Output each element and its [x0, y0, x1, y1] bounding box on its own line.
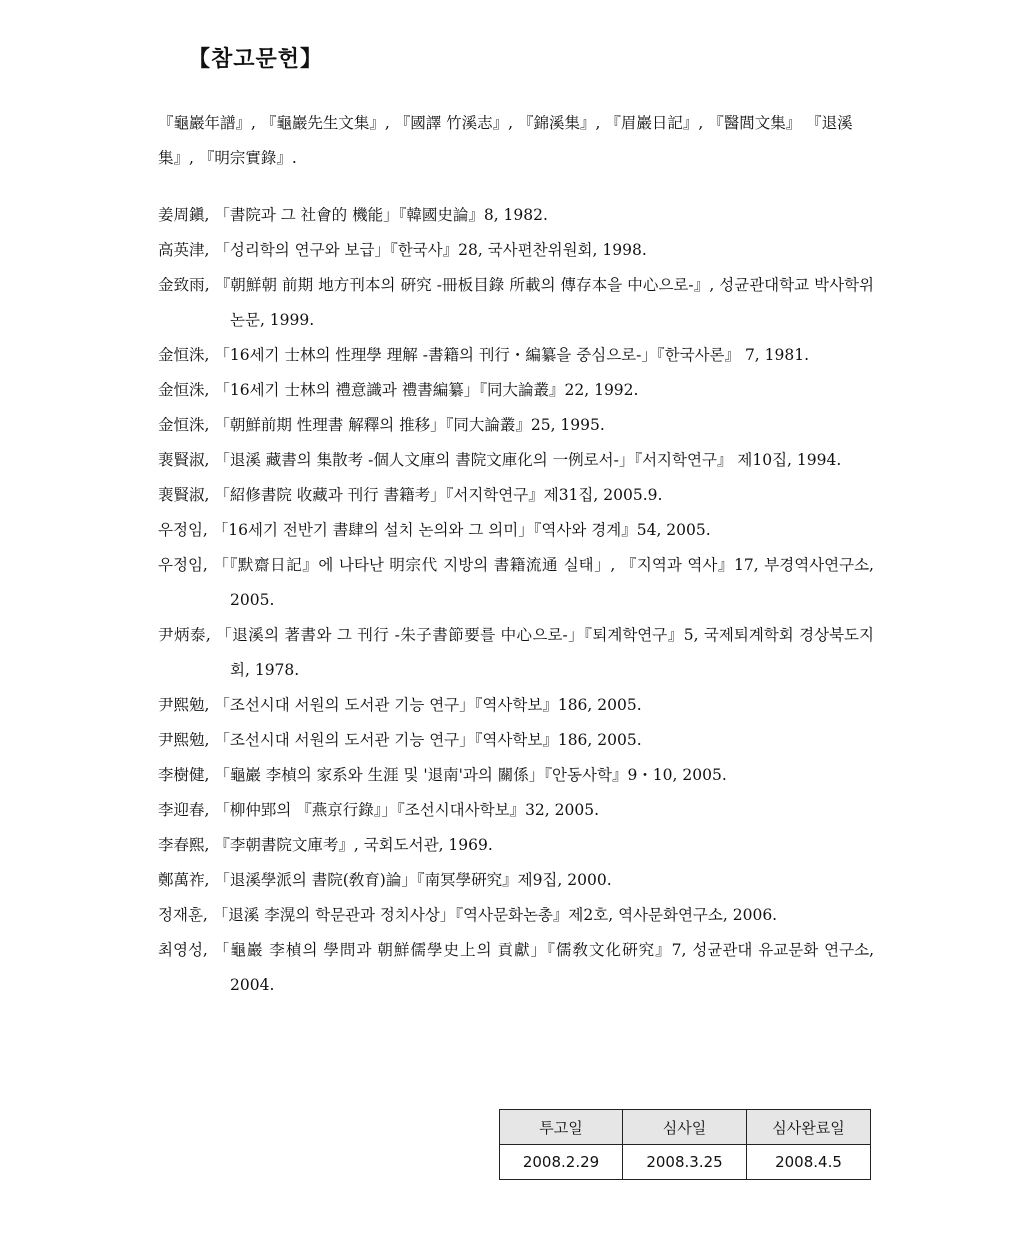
reference-entry: 尹炳泰, 「退溪의 著書와 그 刊行 -朱子書節要를 中心으로-」『퇴계학연구』5, 국제퇴계학회 경상북도지회, 1978.: [158, 626, 874, 679]
submitted-date: 2008.2.29: [500, 1145, 623, 1180]
reference-entry: 우정임, 「16세기 전반기 書肆의 설치 논의와 그 의미」『역사와 경계』54, 2005.: [158, 521, 711, 539]
page-title: 【참고문헌】: [188, 47, 324, 72]
header-reviewed: 심사일: [623, 1110, 747, 1145]
reference-entry: 尹熙勉, 「조선시대 서원의 도서관 기능 연구」『역사학보』186, 2005.: [158, 696, 642, 714]
reference-entry: 李春熙, 『李朝書院文庫考』, 국회도서관, 1969.: [158, 836, 493, 854]
reference-entry: 裵賢淑, 「紹修書院 收藏과 刊行 書籍考」『서지학연구』제31집, 2005.9.: [158, 486, 663, 504]
reference-entry: 정재훈, 「退溪 李滉의 학문관과 정치사상」『역사문화논총』제2호, 역사문화연구소, 2006.: [158, 906, 778, 924]
reference-entry: 金致雨, 『朝鮮朝 前期 地方刊本의 硏究 -冊板目錄 所載의 傳存本을 中心으로-』, 성균관대학교 박사학위논문, 1999.: [158, 276, 874, 329]
reference-entry: 姜周鎭, 「書院과 그 社會的 機能」『韓國史論』8, 1982.: [158, 206, 548, 224]
header-submitted: 투고일: [500, 1110, 623, 1145]
table-header-row: [500, 1110, 871, 1145]
table-row: [500, 1145, 871, 1180]
reference-entry: 尹熙勉, 「조선시대 서원의 도서관 기능 연구」『역사학보』186, 2005.: [158, 731, 642, 749]
reference-entry: 金恒洙, 「16세기 士林의 性理學 理解 -書籍의 刊行・編纂을 중심으로-」『한국사론』 7, 1981.: [158, 346, 810, 364]
reference-list: [158, 198, 874, 1003]
submission-dates-table: [499, 1109, 871, 1180]
reference-entry: 高英津, 「성리학의 연구와 보급」『한국사』28, 국사편찬위원회, 1998.: [158, 241, 647, 259]
header-review-completed: 심사완료일: [747, 1110, 871, 1145]
primary-sources: 『龜巖年譜』, 『龜巖先生文集』, 『國譯 竹溪志』, 『錦溪集』, 『眉巖日記』, 『醫閭文集』 『退溪集』, 『明宗實錄』.: [158, 114, 853, 167]
reference-entry: 최영성, 「龜巖 李楨의 學問과 朝鮮儒學史上의 貢獻」『儒敎文化硏究』7, 성균관대 유교문화 연구소, 2004.: [158, 941, 874, 994]
reference-entry: 李迎春, 「柳仲郢의 『燕京行錄』」『조선시대사학보』32, 2005.: [158, 801, 600, 819]
reference-entry: 鄭萬祚, 「退溪學派의 書院(敎育)論」『南冥學硏究』제9집, 2000.: [158, 871, 612, 889]
reference-entry: 李樹健, 「龜巖 李楨의 家系와 生涯 및 '退南'과의 關係」『안동사학』9・10, 2005.: [158, 766, 727, 784]
reference-entry: 우정임, 「『默齋日記』에 나타난 明宗代 지방의 書籍流通 실태」, 『지역과 역사』17, 부경역사연구소, 2005.: [158, 556, 874, 609]
review-completed-date: 2008.4.5: [747, 1145, 871, 1180]
reference-entry: 裵賢淑, 「退溪 藏書의 集散考 -個人文庫의 書院文庫化의 一例로서-」『서지학연구』 제10집, 1994.: [158, 451, 842, 469]
reviewed-date: 2008.3.25: [623, 1145, 747, 1180]
reference-entry: 金恒洙, 「16세기 士林의 禮意識과 禮書編纂」『同大論叢』22, 1992.: [158, 381, 639, 399]
reference-entry: 金恒洙, 「朝鮮前期 性理書 解釋의 推移」『同大論叢』25, 1995.: [158, 416, 605, 434]
